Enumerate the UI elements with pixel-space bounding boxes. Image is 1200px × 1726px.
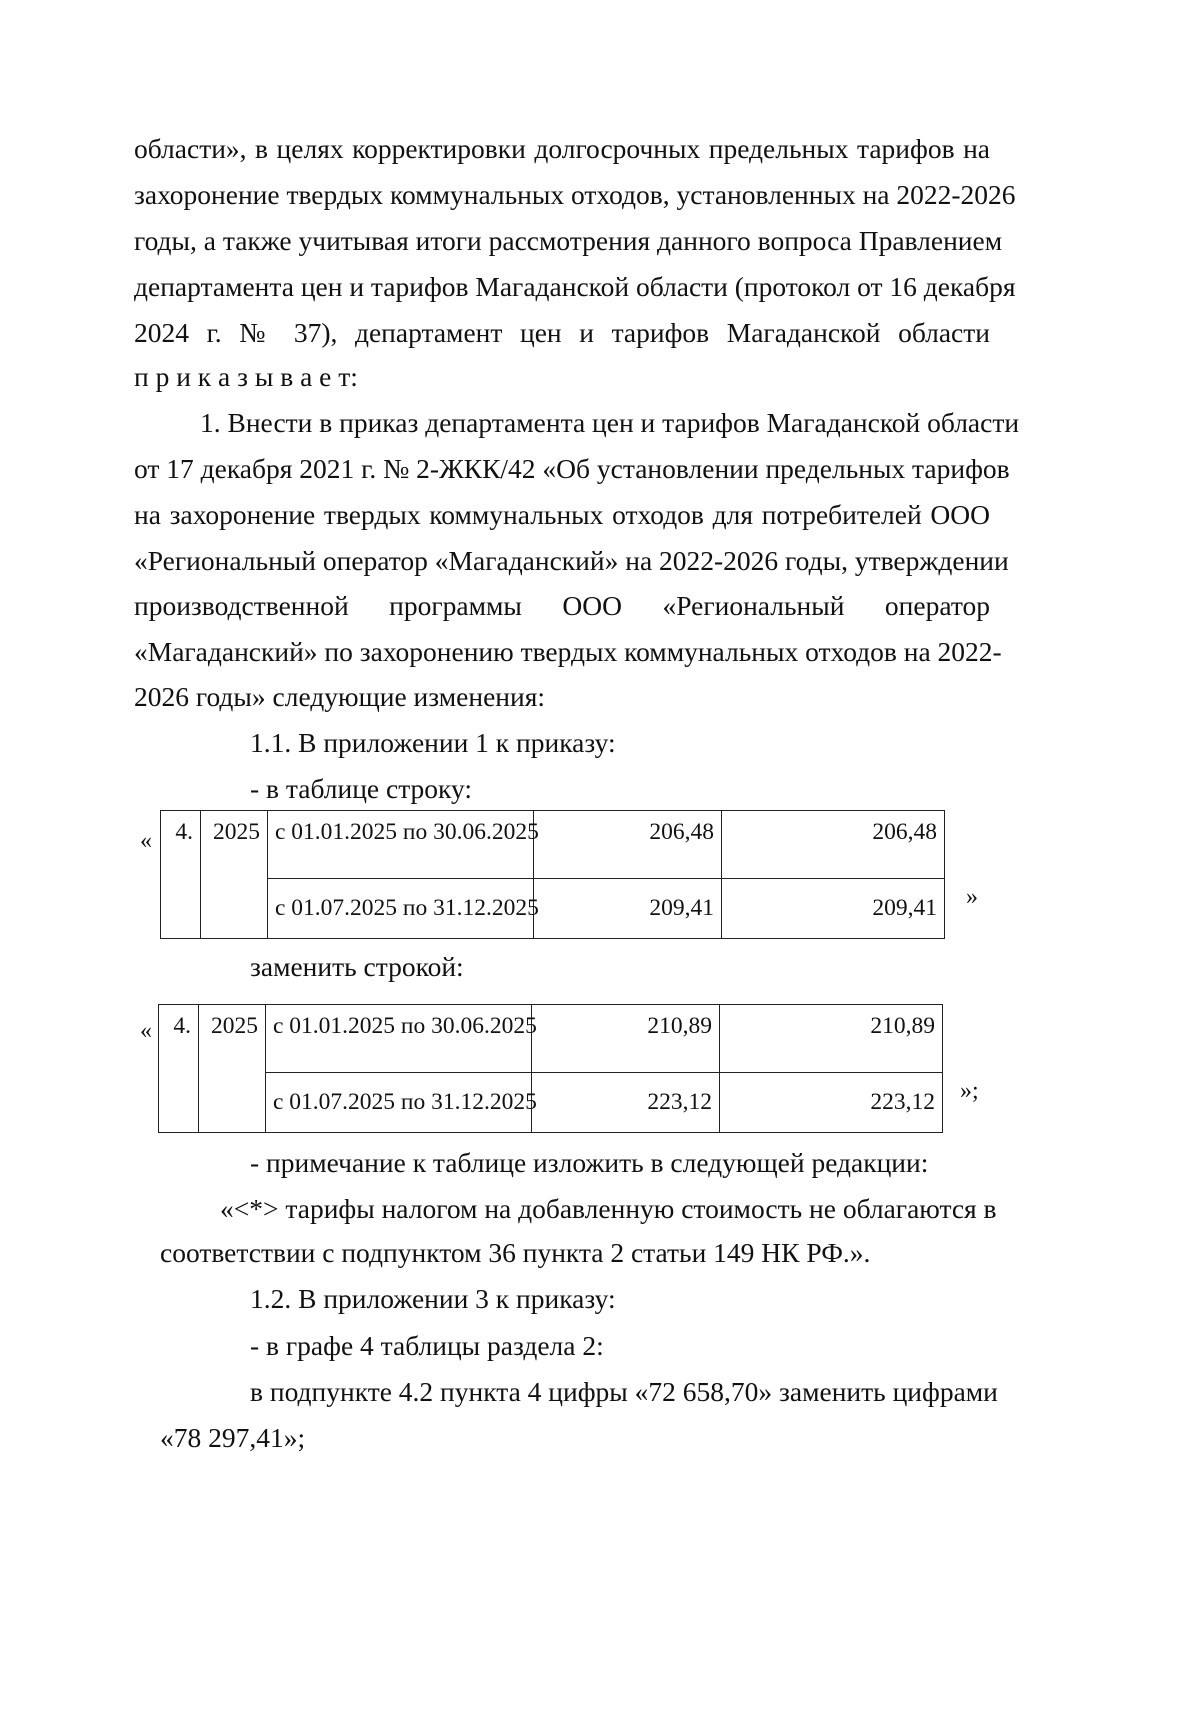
row-number-cell: 4. — [161, 811, 201, 939]
new-tariff-table — [158, 1004, 943, 1133]
intro-line-1: области», в целях корректировки долгосрочных предельных тарифов на — [134, 133, 990, 164]
value-cell: 210,89 — [532, 1005, 720, 1073]
row-number-cell: 4. — [159, 1005, 199, 1133]
intro-line-2: захоронение твердых коммунальных отходов, установленных на 2022-2026 — [134, 179, 1016, 210]
value-cell: 209,41 — [534, 879, 722, 939]
old-row-intro: - в таблице строку: — [250, 773, 473, 804]
item1-line-5: производственной программы ООО «Региональный оператор — [134, 590, 990, 621]
change-line-1: в подпункте 4.2 пункта 4 цифры «72 658,70» заменить цифрами — [250, 1376, 998, 1407]
period-cell: с 01.07.2025 по 31.12.2025 — [266, 1073, 532, 1133]
period-cell: с 01.07.2025 по 31.12.2025 — [268, 879, 534, 939]
value-cell: 223,12 — [532, 1073, 720, 1133]
intro-line-4: департамента цен и тарифов Магаданской области (протокол от 16 декабря — [134, 271, 1016, 302]
period-cell: с 01.01.2025 по 30.06.2025 — [268, 811, 534, 879]
value-cell: 223,12 — [720, 1073, 943, 1133]
item1-line-4: «Региональный оператор «Магаданский» на 2022-2026 годы, утверждении — [134, 545, 1009, 576]
old-tariff-table — [160, 810, 945, 939]
new-table-close-quote: »; — [960, 1078, 979, 1104]
value-cell: 210,89 — [720, 1005, 943, 1073]
change-line-2: «78 297,41»; — [160, 1422, 306, 1453]
item1-line-3: на захоронение твердых коммунальных отходов для потребителей ООО — [134, 499, 990, 530]
value-cell: 209,41 — [722, 879, 945, 939]
item1-line-6: «Магаданский» по захоронению твердых коммунальных отходов на 2022- — [134, 636, 1002, 667]
note-line-1: «<*> тарифы налогом на добавленную стоимость не облагаются в — [220, 1193, 997, 1224]
replace-label: заменить строкой: — [250, 951, 464, 982]
item1-line-7: 2026 годы» следующие изменения: — [134, 681, 545, 712]
item1-1-heading: 1.1. В приложении 1 к приказу: — [250, 727, 616, 758]
table-row — [161, 811, 945, 879]
period-cell: с 01.01.2025 по 30.06.2025 — [266, 1005, 532, 1073]
item1-line-2: от 17 декабря 2021 г. № 2-ЖКК/42 «Об установлении предельных тарифов — [134, 453, 1010, 484]
column-intro: - в графе 4 таблицы раздела 2: — [250, 1330, 604, 1361]
intro-line-5: 2024 г. № 37), департамент цен и тарифов Магаданской области — [134, 317, 990, 348]
old-table-close-quote: » — [966, 884, 978, 910]
item1-line-1: 1. Внести в приказ департамента цен и тарифов Магаданской области — [200, 407, 1020, 438]
table-row — [161, 879, 945, 939]
table-row — [159, 1073, 943, 1133]
note-line-2: соответствии с подпунктом 36 пункта 2 статьи 149 НК РФ.». — [160, 1237, 871, 1268]
new-table-open-quote: « — [140, 1018, 152, 1044]
year-cell: 2025 — [199, 1005, 266, 1133]
table-row — [159, 1005, 943, 1073]
value-cell: 206,48 — [722, 811, 945, 879]
intro-line-3: годы, а также учитывая итоги рассмотрения данного вопроса Правлением — [134, 225, 1003, 256]
old-table-open-quote: « — [140, 828, 152, 854]
note-intro: - примечание к таблице изложить в следующей редакции: — [250, 1147, 929, 1178]
orders-word: п р и к а з ы в а е т: — [134, 361, 358, 392]
item1-2-heading: 1.2. В приложении 3 к приказу: — [250, 1283, 616, 1314]
year-cell: 2025 — [201, 811, 268, 939]
value-cell: 206,48 — [534, 811, 722, 879]
